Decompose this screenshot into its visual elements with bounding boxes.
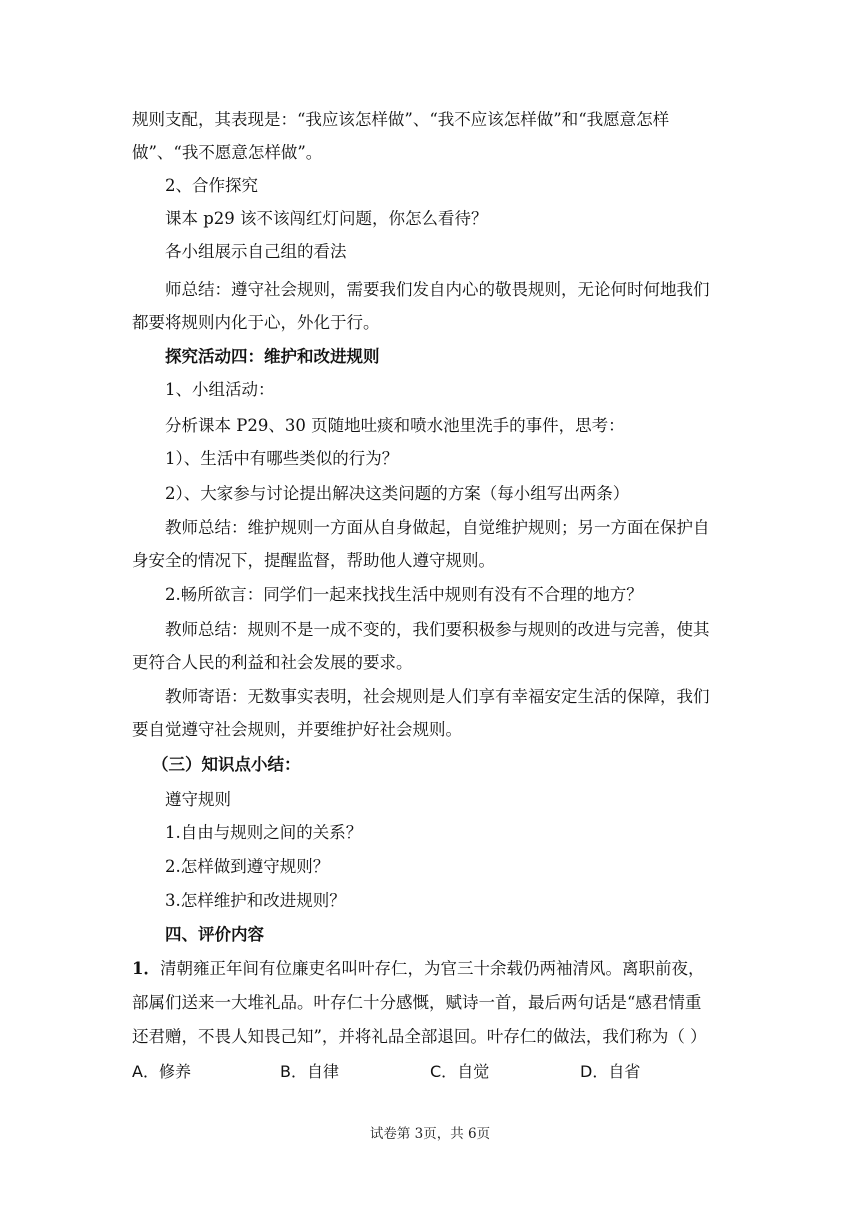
list-item: 3.怎样维护和改进规则？ [165, 891, 346, 910]
paragraph-line: 都要将规则内化于心，外化于行。 [132, 313, 380, 332]
paragraph-line: 要自觉遵守社会规则，并要维护好社会规则。 [132, 720, 462, 739]
option-d[interactable]: D．自省 [580, 1062, 641, 1081]
section-heading: 四、评价内容 [165, 925, 264, 944]
paragraph-line: 教师总结：维护规则一方面从自身做起，自觉维护规则；另一方面在保护自 [165, 518, 710, 537]
question-line: 还君赠，不畏人知畏己知”，并将礼品全部退回。叶存仁的做法，我们称为（ ） [132, 1027, 707, 1046]
page-footer: 试卷第 3页，共 6页 [369, 1126, 491, 1142]
question-line [132, 952, 764, 985]
paragraph-line: 分析课本 P29、30 页随地吐痰和喷水池里洗手的事件，思考： [165, 416, 625, 435]
list-item: 2）、大家参与讨论提出解决这类问题的方案（每小组写出两条） [165, 484, 630, 503]
answer-options [132, 1055, 764, 1088]
question-text: 清朝雍正年间有位廉吏名叫叶存仁，为官三十余载仍两袖清风。离职前夜， [159, 959, 705, 978]
activity-heading: 探究活动四：维护和改进规则 [165, 347, 380, 366]
paragraph-line: 身安全的情况下，提醒监督，帮助他人遵守规则。 [132, 551, 495, 570]
option-b[interactable]: B．自律 [280, 1062, 339, 1081]
paragraph-line: 1、小组活动： [165, 380, 275, 399]
list-item: 2.怎样做到遵守规则？ [165, 857, 330, 876]
option-c[interactable]: C．自觉 [430, 1062, 490, 1081]
summary-heading: （三）知识点小结： [152, 755, 301, 774]
paragraph-line: 做”、“我不愿意怎样做”。 [132, 143, 323, 162]
paragraph-line: 遵守规则 [165, 790, 231, 809]
question-number: 1． [132, 959, 160, 978]
paragraph-line: 教师总结：规则不是一成不变的，我们要积极参与规则的改进与完善，使其 [165, 620, 710, 639]
section-heading: 2、合作探究 [165, 176, 258, 195]
list-item: 1）、生活中有哪些类似的行为？ [165, 449, 399, 468]
question-line: 部属们送来一大堆礼品。叶存仁十分感慨，赋诗一首，最后两句话是“感君情重 [132, 993, 702, 1012]
list-item: 1.自由与规则之间的关系？ [165, 823, 363, 842]
paragraph-line: 各小组展示自己组的看法 [165, 242, 347, 261]
paragraph-line: 规则支配，其表现是：“我应该怎样做”、“我不应该怎样做”和“我愿意怎样 [132, 110, 670, 129]
option-a[interactable]: A．修养 [132, 1062, 191, 1081]
paragraph-line: 课本 p29 该不该闯红灯问题，你怎么看待？ [165, 209, 488, 228]
paragraph-line: 师总结：遵守社会规则，需要我们发自内心的敬畏规则，无论何时何地我们 [165, 280, 710, 299]
paragraph-line: 2.畅所欲言：同学们一起来找找生活中规则有没有不合理的地方？ [165, 585, 643, 604]
paragraph-line: 更符合人民的利益和社会发展的要求。 [132, 653, 413, 672]
paragraph-line: 教师寄语：无数事实表明，社会规则是人们享有幸福安定生活的保障，我们 [165, 687, 710, 706]
